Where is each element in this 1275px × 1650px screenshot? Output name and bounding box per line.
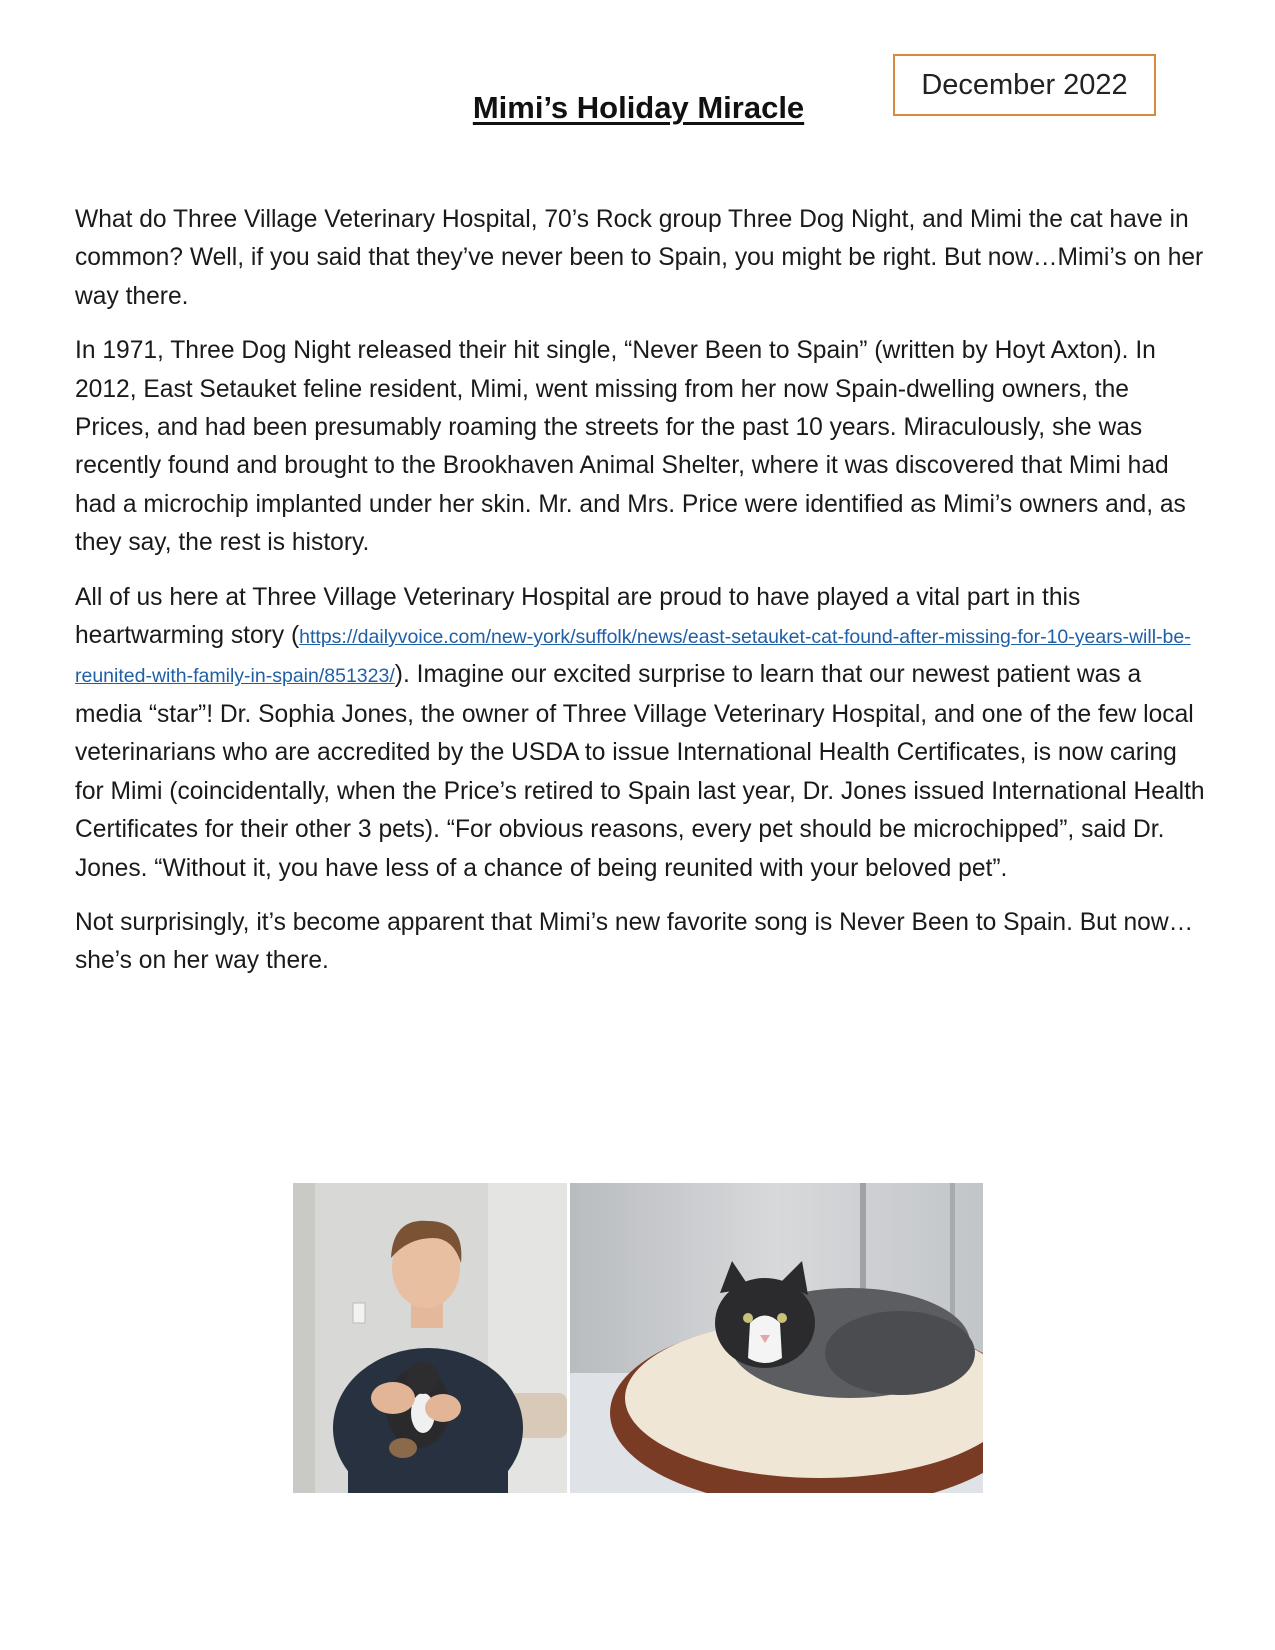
article-source-link[interactable]: https://dailyvoice.com/new-york/suffolk/news/east-setauket-cat-found-after-missing-for-10-years-will-be-reunited-with-family-in-spain/851323/	[75, 626, 1191, 688]
paragraph-history: In 1971, Three Dog Night released their hit single, “Never Been to Spain” (written by Hoyt Axton). In 2012, East Setauket feline resident, Mimi, went missing from her now Spain-dwelling owners, the Prices, and had been presumably roaming the streets for the past 10 years. Miraculously, she was recently found and brought to the Brookhaven Animal Shelter, where it was discovered that Mimi had had a microchip implanted under her skin. Mr. and Mrs. Price were identified as Mimi’s owners and, as they say, the rest is history.	[75, 337, 1186, 557]
page-title: Mimi’s Holiday Miracle	[472, 90, 805, 125]
paragraph-intro: What do Three Village Veterinary Hospital, 70’s Rock group Three Dog Night, and Mimi the cat have in common? Well, if you said that they’ve never been to Spain, you might be right. But now…Mimi’s on her way there.	[75, 206, 1204, 310]
paragraph-closing: Not surprisingly, it’s become apparent that Mimi’s new favorite song is Never Been to Spain. But now…she’s on her way there.	[75, 908, 1194, 975]
paragraph-hospital	[75, 579, 1205, 888]
photo-strip	[293, 1183, 983, 1493]
paragraph-hospital-text-start: All of us here at Three Village Veterinary Hospital are proud to have played a vital part in this heartwarming story (	[75, 583, 1081, 650]
article-body	[75, 201, 1205, 997]
date-badge: December 2022	[893, 54, 1156, 116]
cat-in-bed-illustration	[570, 1183, 983, 1493]
vet-holding-cat-illustration	[293, 1183, 567, 1493]
paragraph-hospital-text-end: ). Imagine our excited surprise to learn that our newest patient was a media “star”! Dr. Sophia Jones, the owner of Three Village Veterinary Hospital, and one of the few local veterinarians who are accredited by the USDA to issue International Health Certificates, is now caring for Mimi (coincidentally, when the Price’s retired to Spain last year, Dr. Jones issued International Health Certificates for their other 3 pets). “For obvious reasons, every pet should be microchipped”, said Dr. Jones. “Without it, you have less of a chance of being reunited with your beloved pet”.	[75, 661, 1205, 882]
photo-vet-holding-cat	[293, 1183, 567, 1493]
photo-cat-in-bed	[570, 1183, 983, 1493]
